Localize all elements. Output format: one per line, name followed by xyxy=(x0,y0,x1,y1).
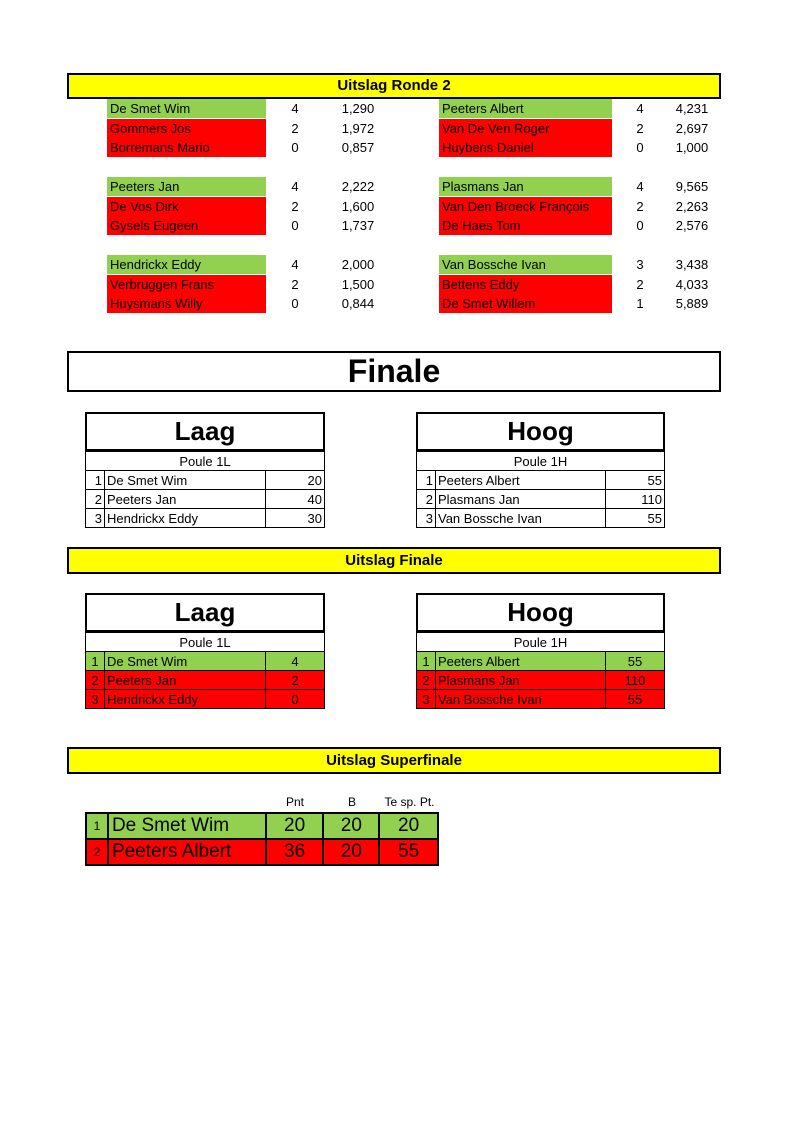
target-points-value: 55 xyxy=(379,839,438,865)
table-row xyxy=(86,509,325,528)
player-name: De Smet Wim xyxy=(105,652,266,671)
player-points: 0 xyxy=(636,140,644,155)
player-value: 20 xyxy=(266,471,325,490)
player-name: Verbruggen Frans xyxy=(107,275,266,294)
finale-laag-table xyxy=(85,451,325,528)
table-row xyxy=(417,652,665,671)
player-value: 110 xyxy=(606,671,665,690)
rank-number: 3 xyxy=(86,690,105,709)
player-points: 2 xyxy=(291,120,299,136)
player-average: 4,033 xyxy=(675,276,709,292)
player-points: 0 xyxy=(291,218,299,233)
player-name: Borremans Mario xyxy=(107,138,266,157)
table-row xyxy=(86,452,325,471)
table-row xyxy=(86,633,325,652)
player-average: 2,222 xyxy=(341,179,375,194)
superfinale-table xyxy=(85,812,439,866)
player-name: Huysmans Willy xyxy=(107,294,266,313)
player-name: Peeters Albert xyxy=(436,652,606,671)
player-value: 30 xyxy=(266,509,325,528)
poule-label: Poule 1L xyxy=(86,633,325,652)
table-row xyxy=(86,490,325,509)
rank-number: 1 xyxy=(417,652,436,671)
player-value: 110 xyxy=(606,490,665,509)
player-average: 2,697 xyxy=(675,120,709,136)
player-name: Van Bossche Ivan xyxy=(439,255,612,274)
player-name: Plasmans Jan xyxy=(439,177,612,196)
superfinale-header-tesp: Te sp. Pt. xyxy=(384,795,435,809)
player-name: De Haes Tom xyxy=(439,216,612,235)
player-points: 2 xyxy=(291,276,299,292)
rank-number: 3 xyxy=(86,509,105,528)
player-name: De Smet Wim xyxy=(107,99,266,118)
uitslag-laag-table xyxy=(85,632,325,709)
table-row xyxy=(86,652,325,671)
b-value: 20 xyxy=(323,839,379,865)
finale-laag-title: Laag xyxy=(85,412,325,451)
rank-number: 1 xyxy=(86,813,108,839)
target-points-value: 20 xyxy=(379,813,438,839)
player-average: 1,290 xyxy=(341,101,375,116)
player-value: 4 xyxy=(266,652,325,671)
table-row xyxy=(417,452,665,471)
player-average: 2,576 xyxy=(675,218,709,233)
player-average: 2,263 xyxy=(675,198,709,214)
player-name: Van Bossche Ivan xyxy=(436,509,606,528)
table-row xyxy=(417,690,665,709)
table-row xyxy=(417,633,665,652)
rank-number: 2 xyxy=(86,839,108,865)
table-row xyxy=(86,813,438,839)
player-name: Van De Ven Roger xyxy=(439,119,612,138)
player-points: 4 xyxy=(291,101,299,116)
rank-number: 2 xyxy=(86,490,105,509)
player-average: 2,000 xyxy=(341,257,375,272)
player-points: 1 xyxy=(636,296,644,311)
player-points: 2 xyxy=(636,120,644,136)
player-name: Plasmans Jan xyxy=(436,671,606,690)
player-name: Hendrickx Eddy xyxy=(105,690,266,709)
uitslag-laag-title: Laag xyxy=(85,593,325,632)
table-row xyxy=(417,509,665,528)
poule-label: Poule 1H xyxy=(417,633,665,652)
player-average: 3,438 xyxy=(675,257,709,272)
player-name: Plasmans Jan xyxy=(436,490,606,509)
player-average: 0,844 xyxy=(341,296,375,311)
player-value: 55 xyxy=(606,690,665,709)
player-average: 1,500 xyxy=(341,276,375,292)
player-name: Huybens Daniel xyxy=(439,138,612,157)
player-points: 0 xyxy=(636,218,644,233)
player-points: 4 xyxy=(291,179,299,194)
table-row xyxy=(86,671,325,690)
table-row xyxy=(86,471,325,490)
player-name: Peeters Albert xyxy=(439,99,612,118)
player-points: 4 xyxy=(636,179,644,194)
player-average: 1,000 xyxy=(675,140,709,155)
finale-hoog-table xyxy=(416,451,665,528)
rank-number: 1 xyxy=(86,471,105,490)
player-value: 55 xyxy=(606,652,665,671)
player-name: Van Den Broeck François xyxy=(439,197,612,216)
player-value: 2 xyxy=(266,671,325,690)
player-points: 2 xyxy=(636,198,644,214)
poule-label: Poule 1H xyxy=(417,452,665,471)
finale-title: Finale xyxy=(67,351,721,392)
player-points: 0 xyxy=(291,296,299,311)
player-average: 5,889 xyxy=(675,296,709,311)
rank-number: 2 xyxy=(417,671,436,690)
finale-hoog-title: Hoog xyxy=(416,412,665,451)
player-name: Peeters Jan xyxy=(105,671,266,690)
player-average: 9,565 xyxy=(675,179,709,194)
player-average: 0,857 xyxy=(341,140,375,155)
table-row xyxy=(417,471,665,490)
ronde2-banner: Uitslag Ronde 2 xyxy=(67,73,721,99)
player-points: 4 xyxy=(291,257,299,272)
player-name: De Vos Dirk xyxy=(107,197,266,216)
player-name: Peeters Albert xyxy=(436,471,606,490)
uitslag-hoog-table xyxy=(416,632,665,709)
superfinale-banner: Uitslag Superfinale xyxy=(67,747,721,774)
player-average: 4,231 xyxy=(675,101,709,116)
player-points: 0 xyxy=(291,140,299,155)
table-row xyxy=(86,839,438,865)
player-name: Hendrickx Eddy xyxy=(105,509,266,528)
superfinale-header-pnt: Pnt xyxy=(285,795,304,809)
points-value: 20 xyxy=(266,813,324,839)
rank-number: 3 xyxy=(417,690,436,709)
player-name: Gommers Jos xyxy=(107,119,266,138)
rank-number: 1 xyxy=(417,471,436,490)
player-name: Hendrickx Eddy xyxy=(107,255,266,274)
player-points: 2 xyxy=(636,276,644,292)
player-name: Peeters Jan xyxy=(105,490,266,509)
player-points: 4 xyxy=(636,101,644,116)
player-value: 40 xyxy=(266,490,325,509)
uitslag-hoog-title: Hoog xyxy=(416,593,665,632)
uitslag-finale-banner: Uitslag Finale xyxy=(67,547,721,574)
table-row xyxy=(417,490,665,509)
table-row xyxy=(417,671,665,690)
player-average: 1,737 xyxy=(341,218,375,233)
player-name: Bettens Eddy xyxy=(439,275,612,294)
player-name: Van Bossche Ivan xyxy=(436,690,606,709)
table-row xyxy=(86,690,325,709)
rank-number: 2 xyxy=(417,490,436,509)
player-name: De Smet Wim xyxy=(105,471,266,490)
player-points: 2 xyxy=(291,198,299,214)
rank-number: 2 xyxy=(86,671,105,690)
player-name: Peeters Albert xyxy=(108,839,266,865)
player-name: Peeters Jan xyxy=(107,177,266,196)
player-points: 3 xyxy=(636,257,644,272)
poule-label: Poule 1L xyxy=(86,452,325,471)
player-value: 55 xyxy=(606,509,665,528)
rank-number: 3 xyxy=(417,509,436,528)
player-name: Gysels Eugeen xyxy=(107,216,266,235)
rank-number: 1 xyxy=(86,652,105,671)
player-value: 55 xyxy=(606,471,665,490)
superfinale-header-b: B xyxy=(347,795,356,809)
player-name: De Smet Willem xyxy=(439,294,612,313)
player-value: 0 xyxy=(266,690,325,709)
player-average: 1,600 xyxy=(341,198,375,214)
b-value: 20 xyxy=(323,813,379,839)
points-value: 36 xyxy=(266,839,324,865)
player-name: De Smet Wim xyxy=(108,813,266,839)
player-average: 1,972 xyxy=(341,120,375,136)
